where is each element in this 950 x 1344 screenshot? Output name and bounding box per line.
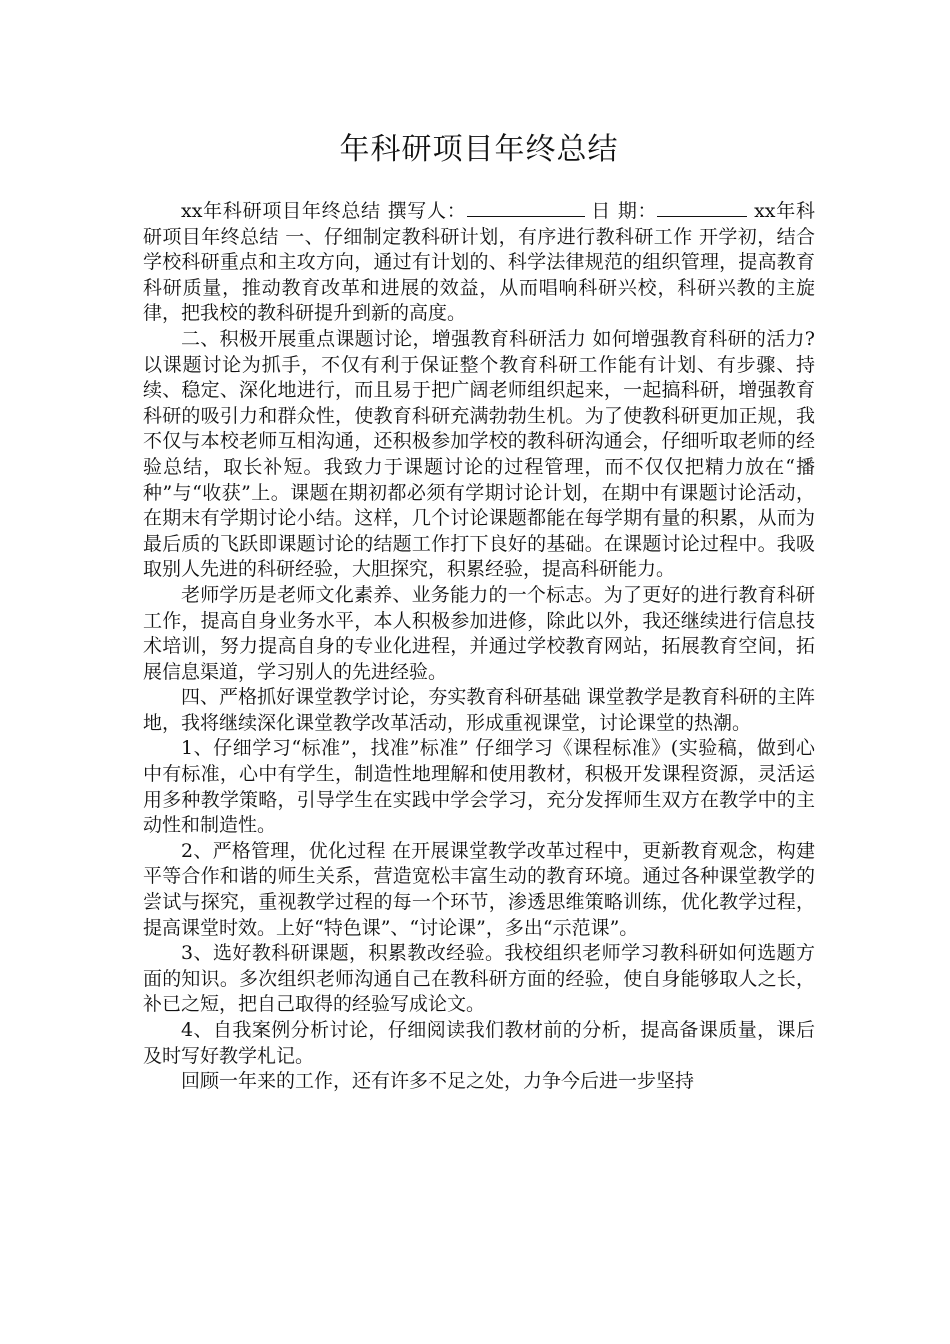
paragraph: 回顾一年来的工作，还有许多不足之处，力争今后进一步坚持 — [181, 1070, 695, 1093]
paragraph: 1、仔细学习“标准”，找准”标准” 仔细学习《课程标准》(实验稿，做到心中有标准，心中有学生，制造性地理解和使用教材，积极开发课程资源，灵活运用多种教学策略，引导学生在实践中学会学习，充分发挥师生双方在教学中的主动性和制造性。 — [143, 737, 815, 837]
paragraph: 四、严格抓好课堂教学讨论，夯实教育科研基础 课堂教学是教育科研的主阵地，我将继续深化课堂教学改革活动，形成重视课堂，讨论课堂的热潮。 — [143, 686, 815, 734]
author-blank — [467, 198, 585, 217]
paragraph-header — [143, 198, 815, 327]
paragraph: 3、选好教科研课题，积累教改经验。我校组织老师学习教科研如何选题方面的知识。多次组织老师沟通自己在教科研方面的经验，使自身能够取人之长，补已之短，把自己取得的经验写成论文。 — [143, 942, 815, 1016]
document-body — [143, 198, 815, 1095]
header-after: xx年科研项目年终总结 一、仔细制定教科研计划，有序进行教科研工作 开学初，结合学校科研重点和主攻方向，通过有计划的、科学法律规范的组织管理，提高教育科研质量，推动教育改革和进展的效益，从而唱响科研兴校，科研兴教的主旋律，把我校的教科研提升到新的高度。 — [143, 200, 815, 325]
paragraph: 4、自我案例分析讨论，仔细阅读我们教材前的分析，提高备课质量，课后及时写好教学札记。 — [143, 1019, 815, 1067]
document-title: 年科研项目年终总结 — [339, 132, 619, 167]
paragraph: 老师学历是老师文化素养、业务能力的一个标志。为了更好的进行教育科研工作，提高自身业务水平，本人积极参加进修，除此以外，我还继续进行信息技术培训，努力提高自身的专业化进程，并通过学校教育网站，拓展教育空间，拓展信息渠道，学习别人的先进经验。 — [143, 583, 815, 683]
header-prefix: xx年科研项目年终总结 撰写人： — [181, 200, 467, 222]
paragraph: 二、积极开展重点课题讨论，增强教育科研活力 如何增强教育科研的活力?以课题讨论为抓手，不仅有利于保证整个教育科研工作能有计划、有步骤、持续、稳定、深化地进行，而且易于把广阔老师组织起来，一起搞科研，增强教育科研的吸引力和群众性，使教育科研充满勃勃生机。为了使教科研更加正规，我不仅与本校老师互相沟通，还积极参加学校的教科研沟通会，仔细听取老师的经验总结，取长补短。我致力于课题讨论的过程管理，而不仅仅把精力放在“播种”与“收获”上。课题在期初都必须有学期讨论计划，在期中有课题讨论活动，在期末有学期讨论小结。这样，几个讨论课题都能在每学期有量的积累，从而为最后质的飞跃即课题讨论的结题工作打下良好的基础。在课题讨论过程中。我吸取别人先进的科研经验，大胆探究，积累经验，提高科研能力。 — [143, 327, 815, 581]
paragraph: 2、严格管理，优化过程 在开展课堂教学改革过程中，更新教育观念，构建平等合作和谐的师生关系，营造宽松丰富生动的教育环境。通过各种课堂教学的尝试与探究，重视教学过程的每一个环节，渗透思维策略训练，优化教学过程，提高课堂时效。上好“特色课”、“讨论课”，多出“示范课”。 — [143, 839, 815, 939]
document-page — [143, 0, 815, 1095]
date-blank — [657, 198, 747, 217]
date-label: 日 期： — [584, 200, 658, 222]
